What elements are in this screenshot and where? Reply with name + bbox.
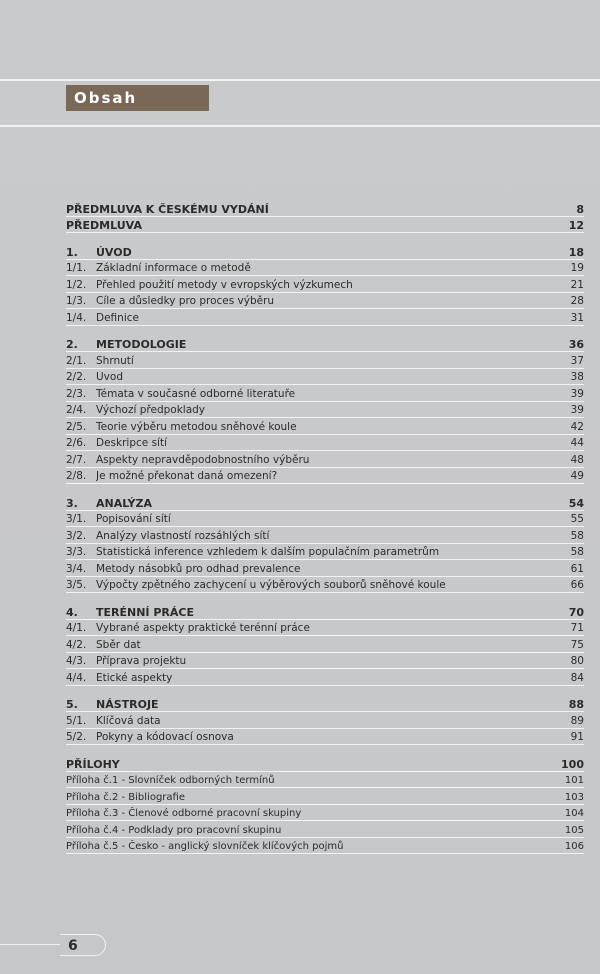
toc-entry-title: Etické aspekty xyxy=(96,671,173,684)
toc-entry[interactable] xyxy=(66,729,584,746)
toc-entry-title: Je možné překonat daná omezení? xyxy=(96,470,278,482)
toc-entry-page: 106 xyxy=(564,841,584,852)
toc-entry-title: Vybrané aspekty praktické terénní práce xyxy=(96,622,310,634)
toc-entry-page: 91 xyxy=(570,731,584,743)
toc-entry-title: METODOLOGIE xyxy=(96,338,187,351)
toc-entry[interactable] xyxy=(66,385,584,402)
toc-entry[interactable] xyxy=(66,805,584,822)
toc-entry[interactable] xyxy=(66,821,584,838)
toc-entry[interactable] xyxy=(66,468,584,485)
toc-entry[interactable] xyxy=(66,620,584,637)
toc-entry-title: Příloha č.4 - Podklady pro pracovní skupinu xyxy=(66,824,282,836)
toc-entry[interactable] xyxy=(66,527,584,544)
toc-entry-title: Příprava projektu xyxy=(96,655,187,667)
toc-entry-number: 1/4. xyxy=(66,311,87,324)
toc-entry-title: Pokyny a kódovací osnova xyxy=(96,731,234,743)
toc-entry-number: 2/4. xyxy=(66,404,87,416)
toc-entry-title: Teorie výběru metodou sněhové koule xyxy=(96,420,297,433)
toc-entry[interactable] xyxy=(66,435,584,452)
toc-entry-title: PŘEDMLUVA xyxy=(66,219,142,232)
toc-entry-title: Výpočty zpětného zachycení u výběrových souborů sněhové koule xyxy=(96,579,446,591)
toc-entry-title: Příloha č.3 - Členové odborné pracovní skupiny xyxy=(66,808,302,819)
toc-entry-number: 2/7. xyxy=(66,453,87,466)
toc-entry-page: 58 xyxy=(570,529,584,542)
toc-entry[interactable] xyxy=(66,669,584,686)
toc-entry[interactable] xyxy=(66,494,584,511)
toc-entry[interactable] xyxy=(66,243,584,260)
toc-entry-number: 2/5. xyxy=(66,420,87,433)
toc-group xyxy=(66,200,584,233)
toc-entry-page: 105 xyxy=(564,824,584,836)
toc-group xyxy=(66,336,584,485)
toc-entry-number: 4/1. xyxy=(66,622,87,634)
toc-entry[interactable] xyxy=(66,309,584,326)
toc-entry-title: Statistická inference vzhledem k dalším populačním parametrům xyxy=(96,546,440,558)
toc-entry-title: Popisování sítí xyxy=(96,513,171,525)
toc-entry-number: 3/3. xyxy=(66,546,87,558)
toc-entry[interactable] xyxy=(66,293,584,310)
toc-entry[interactable] xyxy=(66,636,584,653)
toc-entry-number: 5. xyxy=(66,698,78,711)
toc-entry-title: Klíčová data xyxy=(96,714,161,727)
toc-entry-title: ÚVOD xyxy=(96,245,132,259)
toc-entry-title: Sběr dat xyxy=(96,638,141,651)
toc-entry-page: 55 xyxy=(570,513,584,525)
toc-entry-title: Metody násobků pro odhad prevalence xyxy=(96,562,301,575)
toc-entry-page: 18 xyxy=(568,245,584,259)
toc-entry-title: Příloha č.5 - Česko - anglický slovníček klíčových pojmů xyxy=(66,841,344,852)
toc-entry-number: 2/1. xyxy=(66,354,87,367)
toc-entry-title: Shrnutí xyxy=(96,354,134,367)
toc-entry-page: 71 xyxy=(570,622,584,634)
toc-entry-number: 3. xyxy=(66,496,78,510)
page-number: 6 xyxy=(60,934,106,956)
toc-entry-page: 38 xyxy=(570,371,584,383)
toc-entry[interactable] xyxy=(66,838,584,855)
toc-entry-page: 61 xyxy=(570,562,584,575)
toc-entry-page: 84 xyxy=(570,671,584,684)
toc-entry-title: Výchozí předpoklady xyxy=(96,404,206,416)
toc-entry-number: 5/2. xyxy=(66,731,87,743)
toc-entry[interactable] xyxy=(66,200,584,217)
footer-rule xyxy=(0,944,60,945)
toc-entry[interactable] xyxy=(66,402,584,419)
toc-entry-page: 19 xyxy=(570,262,584,274)
toc-entry-page: 39 xyxy=(570,404,584,416)
toc-entry[interactable] xyxy=(66,217,584,234)
toc-entry-title: Základní informace o metodě xyxy=(96,262,251,274)
toc-entry-page: 100 xyxy=(561,757,584,771)
toc-entry-page: 103 xyxy=(564,791,584,803)
toc-entry-title: Analýzy vlastností rozsáhlých sítí xyxy=(96,529,270,542)
toc-entry-number: 5/1. xyxy=(66,714,87,727)
toc-entry-page: 70 xyxy=(568,605,584,619)
toc-entry[interactable] xyxy=(66,352,584,369)
toc-entry-page: 101 xyxy=(564,775,584,786)
toc-entry-number: 2/2. xyxy=(66,371,87,383)
toc-entry-number: 3/2. xyxy=(66,529,87,542)
title-rule xyxy=(0,125,600,127)
toc-entry-number: 2/3. xyxy=(66,387,87,400)
toc-entry-title: Úvod xyxy=(96,371,123,383)
toc-entry-page: 66 xyxy=(570,579,584,591)
toc-entry-title: PŘÍLOHY xyxy=(66,757,120,771)
top-rule xyxy=(0,79,600,81)
toc-group xyxy=(66,755,584,854)
toc-entry-page: 58 xyxy=(570,546,584,558)
toc-group xyxy=(66,243,584,326)
toc-entry-page: 21 xyxy=(570,278,584,291)
toc-entry-title: ANALÝZA xyxy=(96,496,152,510)
toc-entry[interactable] xyxy=(66,451,584,468)
toc-entry-title: Cíle a důsledky pro proces výběru xyxy=(96,295,275,307)
toc-entry-number: 4/4. xyxy=(66,671,87,684)
toc-entry-number: 2/6. xyxy=(66,437,87,449)
table-of-contents xyxy=(66,200,584,864)
toc-entry-number: 1/1. xyxy=(66,262,87,274)
toc-entry-number: 3/4. xyxy=(66,562,87,575)
toc-entry-title: Aspekty nepravděpodobnostního výběru xyxy=(96,453,310,466)
toc-entry[interactable] xyxy=(66,418,584,435)
toc-entry[interactable] xyxy=(66,260,584,277)
toc-entry-page: 89 xyxy=(570,714,584,727)
toc-entry[interactable] xyxy=(66,560,584,577)
toc-entry[interactable] xyxy=(66,788,584,805)
toc-entry-title: Příloha č.2 - Bibliografie xyxy=(66,791,185,803)
toc-entry-title: Deskripce sítí xyxy=(96,437,167,449)
toc-entry[interactable] xyxy=(66,772,584,789)
toc-entry-page: 8 xyxy=(576,202,584,216)
toc-entry-page: 80 xyxy=(570,655,584,667)
page-title: Obsah xyxy=(66,85,209,111)
toc-group xyxy=(66,494,584,593)
toc-entry-title: Příloha č.1 - Slovníček odborných termínů xyxy=(66,775,275,786)
toc-entry[interactable] xyxy=(66,755,584,772)
toc-entry-page: 54 xyxy=(568,496,584,510)
toc-entry[interactable] xyxy=(66,696,584,713)
toc-entry[interactable] xyxy=(66,276,584,293)
toc-entry-page: 49 xyxy=(570,470,584,482)
toc-entry-number: 1. xyxy=(66,245,78,259)
toc-entry-number: 1/2. xyxy=(66,278,87,291)
toc-entry-number: 4/3. xyxy=(66,655,87,667)
toc-entry-page: 28 xyxy=(570,295,584,307)
toc-entry[interactable] xyxy=(66,603,584,620)
toc-entry-number: 2. xyxy=(66,338,78,351)
toc-entry[interactable] xyxy=(66,369,584,386)
toc-entry-number: 3/1. xyxy=(66,513,87,525)
toc-entry-page: 12 xyxy=(568,219,584,232)
toc-entry[interactable] xyxy=(66,511,584,528)
toc-entry-page: 88 xyxy=(568,698,584,711)
toc-entry-page: 48 xyxy=(570,453,584,466)
toc-entry-number: 4/2. xyxy=(66,638,87,651)
toc-group xyxy=(66,603,584,686)
toc-entry-title: TERÉNNÍ PRÁCE xyxy=(96,605,194,619)
toc-entry[interactable] xyxy=(66,544,584,561)
toc-entry-number: 2/8. xyxy=(66,470,87,482)
toc-entry[interactable] xyxy=(66,712,584,729)
toc-entry[interactable] xyxy=(66,336,584,353)
toc-entry-page: 75 xyxy=(570,638,584,651)
toc-entry-number: 4. xyxy=(66,605,78,619)
toc-group xyxy=(66,696,584,746)
toc-entry-page: 104 xyxy=(564,808,584,819)
toc-entry-page: 42 xyxy=(570,420,584,433)
toc-entry-title: Témata v současné odborné literatuře xyxy=(96,387,296,400)
toc-entry-page: 31 xyxy=(570,311,584,324)
toc-entry-title: NÁSTROJE xyxy=(96,698,159,711)
toc-entry-title: Definice xyxy=(96,311,139,324)
toc-entry[interactable] xyxy=(66,577,584,594)
toc-entry[interactable] xyxy=(66,653,584,670)
toc-entry-title: PŘEDMLUVA K ČESKÉMU VYDÁNÍ xyxy=(66,202,269,216)
toc-entry-page: 36 xyxy=(568,338,584,351)
toc-entry-page: 37 xyxy=(570,354,584,367)
toc-entry-title: Přehled použití metody v evropských výzkumech xyxy=(96,278,353,291)
toc-entry-number: 3/5. xyxy=(66,579,87,591)
toc-entry-page: 44 xyxy=(570,437,584,449)
toc-entry-page: 39 xyxy=(570,387,584,400)
toc-entry-number: 1/3. xyxy=(66,295,87,307)
